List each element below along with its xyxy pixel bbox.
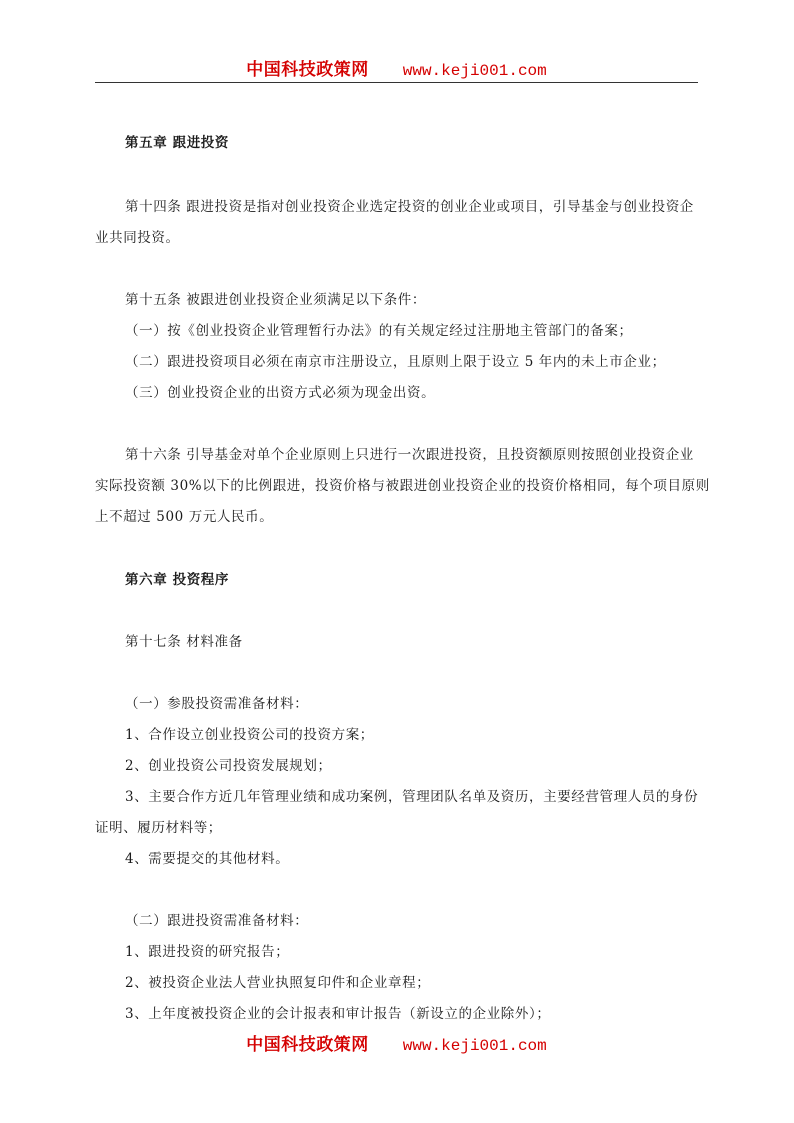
paragraph-line: 第十七条 材料准备 (125, 634, 243, 650)
page-header (95, 58, 698, 83)
paragraph-line: 1、跟进投资的研究报告； (125, 944, 290, 960)
paragraph-line: 上不超过 500 万元人民币。 (95, 509, 274, 525)
paragraph-line: 1、合作设立创业投资公司的投资方案； (125, 727, 374, 743)
paragraph-line: 2、创业投资公司投资发展规划； (125, 758, 332, 774)
paragraph-line: （二）跟进投资需准备材料： (125, 913, 309, 929)
header-site-name: 中国科技政策网 (246, 60, 369, 80)
paragraph-line: （一）按《创业投资企业管理暂行办法》的有关规定经过注册地主管部门的备案； (125, 323, 633, 339)
paragraph-line: 3、上年度被投资企业的会计报表和审计报告（新设立的企业除外）； (125, 1006, 551, 1022)
header-site-url[interactable]: www.keji001.com (402, 62, 547, 80)
paragraph-line: 3、主要合作方近几年管理业绩和成功案例，管理团队名单及资历，主要经营管理人员的身份 (125, 789, 699, 805)
chapter-heading: 第五章 跟进投资 (125, 135, 229, 151)
paragraph-line: 证明、履历材料等； (95, 820, 222, 836)
paragraph-line: （三）创业投资企业的出资方式必须为现金出资。 (125, 385, 436, 401)
paragraph-line: 2、被投资企业法人营业执照复印件和企业章程； (125, 975, 431, 991)
paragraph-line: 实际投资额 30%以下的比例跟进，投资价格与被跟进创业投资企业的投资价格相同，每个项目原则 (95, 478, 710, 494)
paragraph-line: 第十六条 引导基金对单个企业原则上只进行一次跟进投资，且投资额原则按照创业投资企业 (125, 447, 694, 463)
paragraph-line: （一）参股投资需准备材料： (125, 696, 309, 712)
paragraph-line: 第十五条 被跟进创业投资企业须满足以下条件： (125, 292, 426, 308)
paragraph-line: 第十四条 跟进投资是指对创业投资企业选定投资的创业企业或项目，引导基金与创业投资企 (125, 199, 694, 215)
chapter-heading: 第六章 投资程序 (125, 572, 229, 588)
paragraph-line: （二）跟进投资项目必须在南京市注册设立，且原则上限于设立 5 年内的未上市企业； (125, 354, 666, 370)
paragraph-line: 业共同投资。 (95, 230, 180, 246)
page-footer (95, 1033, 698, 1057)
footer-site-name: 中国科技政策网 (246, 1035, 369, 1055)
footer-site-url[interactable]: www.keji001.com (402, 1037, 547, 1055)
paragraph-line: 4、需要提交的其他材料。 (125, 851, 290, 867)
